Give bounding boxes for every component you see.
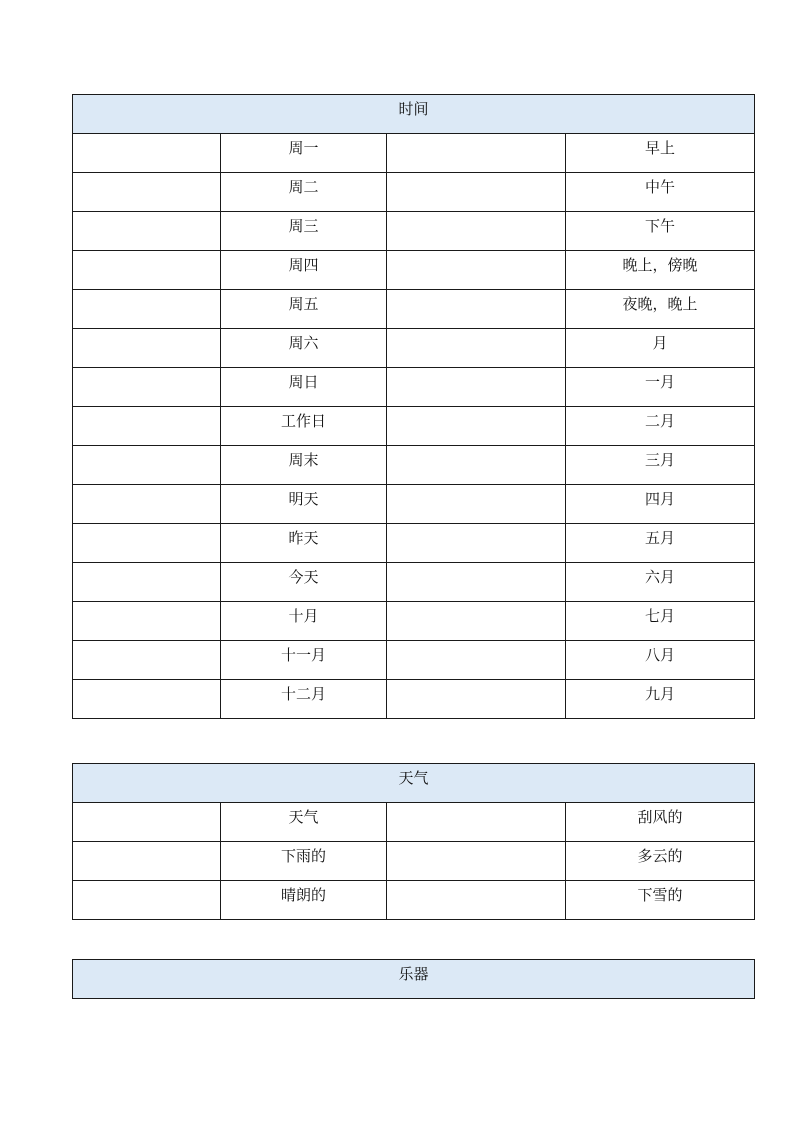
word-cell: 周四	[221, 251, 387, 290]
word-cell: 十月	[221, 602, 387, 641]
word-cell: 昨天	[221, 524, 387, 563]
blank-cell	[73, 173, 221, 212]
pair-word-cell: 六月	[566, 563, 755, 602]
table-row	[73, 446, 755, 485]
word-cell: 周三	[221, 212, 387, 251]
blank-cell	[387, 407, 566, 446]
table-row	[73, 881, 755, 920]
table-row	[73, 563, 755, 602]
blank-cell	[387, 524, 566, 563]
pair-word-cell: 夜晚，晚上	[566, 290, 755, 329]
word-cell: 天气	[221, 803, 387, 842]
blank-cell	[387, 134, 566, 173]
table-body	[73, 95, 755, 719]
section-title: 时间	[73, 95, 755, 134]
pair-word-cell: 九月	[566, 680, 755, 719]
blank-cell	[73, 134, 221, 173]
blank-cell	[387, 680, 566, 719]
table-row	[73, 173, 755, 212]
blank-cell	[387, 329, 566, 368]
blank-cell	[387, 212, 566, 251]
blank-cell	[387, 641, 566, 680]
pair-word-cell: 刮风的	[566, 803, 755, 842]
vocab-table-weather	[72, 763, 755, 920]
pair-word-cell: 中午	[566, 173, 755, 212]
table-row	[73, 803, 755, 842]
word-cell: 晴朗的	[221, 881, 387, 920]
pair-word-cell: 三月	[566, 446, 755, 485]
blank-cell	[73, 524, 221, 563]
table-body	[73, 960, 755, 999]
pair-word-cell: 五月	[566, 524, 755, 563]
word-cell: 周末	[221, 446, 387, 485]
blank-cell	[387, 446, 566, 485]
pair-word-cell: 八月	[566, 641, 755, 680]
word-cell: 周二	[221, 173, 387, 212]
table-row	[73, 134, 755, 173]
word-cell: 明天	[221, 485, 387, 524]
word-cell: 周一	[221, 134, 387, 173]
blank-cell	[387, 803, 566, 842]
word-cell: 周日	[221, 368, 387, 407]
table-row	[73, 524, 755, 563]
blank-cell	[387, 881, 566, 920]
section-header-row	[73, 960, 755, 999]
table-row	[73, 368, 755, 407]
section-header-row	[73, 95, 755, 134]
blank-cell	[387, 368, 566, 407]
blank-cell	[73, 329, 221, 368]
word-cell: 工作日	[221, 407, 387, 446]
blank-cell	[387, 602, 566, 641]
blank-cell	[387, 485, 566, 524]
word-cell: 十一月	[221, 641, 387, 680]
pair-word-cell: 四月	[566, 485, 755, 524]
blank-cell	[73, 641, 221, 680]
pair-word-cell: 一月	[566, 368, 755, 407]
table-row	[73, 842, 755, 881]
vocab-table-instruments	[72, 959, 755, 999]
blank-cell	[73, 563, 221, 602]
blank-cell	[73, 881, 221, 920]
blank-cell	[73, 446, 221, 485]
table-row	[73, 641, 755, 680]
word-cell: 今天	[221, 563, 387, 602]
table-body	[73, 764, 755, 920]
section-title: 乐器	[73, 960, 755, 999]
blank-cell	[387, 290, 566, 329]
blank-cell	[73, 290, 221, 329]
blank-cell	[73, 842, 221, 881]
table-row	[73, 329, 755, 368]
pair-word-cell: 下雪的	[566, 881, 755, 920]
blank-cell	[73, 407, 221, 446]
table-row	[73, 290, 755, 329]
pair-word-cell: 月	[566, 329, 755, 368]
word-cell: 下雨的	[221, 842, 387, 881]
pair-word-cell: 七月	[566, 602, 755, 641]
section-header-row	[73, 764, 755, 803]
blank-cell	[73, 602, 221, 641]
pair-word-cell: 下午	[566, 212, 755, 251]
pair-word-cell: 早上	[566, 134, 755, 173]
table-row	[73, 212, 755, 251]
blank-cell	[73, 680, 221, 719]
table-row	[73, 485, 755, 524]
blank-cell	[387, 251, 566, 290]
table-row	[73, 680, 755, 719]
pair-word-cell: 晚上，傍晚	[566, 251, 755, 290]
blank-cell	[387, 842, 566, 881]
blank-cell	[73, 368, 221, 407]
word-cell: 周五	[221, 290, 387, 329]
table-row	[73, 251, 755, 290]
vocab-table-time	[72, 94, 755, 719]
table-row	[73, 407, 755, 446]
pair-word-cell: 二月	[566, 407, 755, 446]
blank-cell	[73, 251, 221, 290]
word-cell: 周六	[221, 329, 387, 368]
blank-cell	[73, 485, 221, 524]
table-row	[73, 602, 755, 641]
blank-cell	[73, 212, 221, 251]
blank-cell	[73, 803, 221, 842]
blank-cell	[387, 563, 566, 602]
blank-cell	[387, 173, 566, 212]
pair-word-cell: 多云的	[566, 842, 755, 881]
word-cell: 十二月	[221, 680, 387, 719]
section-title: 天气	[73, 764, 755, 803]
